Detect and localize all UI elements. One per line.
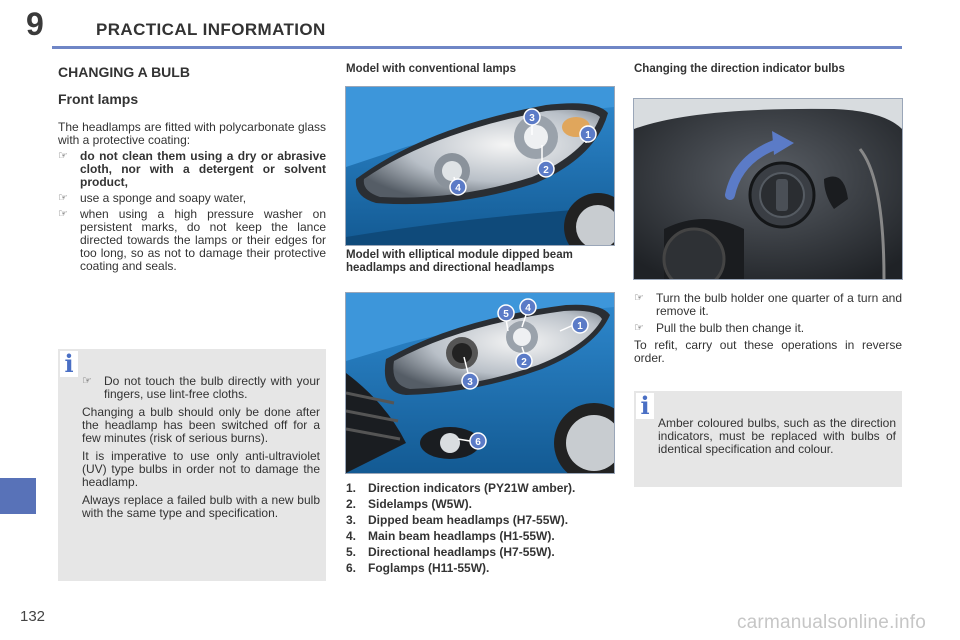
pointing-hand-icon: ☞ [82, 375, 92, 387]
list-item [58, 150, 326, 189]
info-i-icon: i [640, 391, 650, 420]
list-item [346, 546, 620, 559]
bullet-text: Do not touch the bulb directly with your fingers, use lint-free cloths. [104, 374, 320, 401]
list-text: Foglamps (H11-55W). [368, 561, 490, 575]
callout-label: 4 [455, 183, 461, 194]
info-paragraph: It is imperative to use only anti-ultraviolet (UV) type bulbs in order not to damage the headlamp. [82, 449, 320, 489]
callout-badge [462, 373, 478, 389]
callout-label: 3 [529, 113, 535, 124]
list-number: 1. [346, 481, 357, 495]
pointing-hand-icon: ☞ [58, 192, 68, 204]
callout-label: 2 [521, 357, 527, 368]
list-item [346, 482, 620, 495]
bullet-text: when using a high pressure washer on persistent marks, do not keep the lance directed towards the lamps or their edges for too long, so as not to damage their protective coating and seals. [80, 207, 326, 273]
info-box-right [634, 391, 902, 487]
list-number: 4. [346, 529, 357, 543]
pointing-hand-icon: ☞ [58, 208, 68, 220]
photo-conventional-headlamp [345, 86, 615, 246]
bulb-list [346, 482, 620, 578]
headlamp-illustration [346, 293, 614, 473]
callout-label: 3 [467, 377, 473, 388]
bullet-text: use a sponge and soapy water, [80, 191, 247, 205]
callout-badge [572, 317, 588, 333]
callout-label: 4 [525, 303, 531, 314]
chapter-number: 9 [26, 6, 44, 42]
callout-badge [520, 299, 536, 315]
callout-badge [516, 353, 532, 369]
info-badge [60, 351, 78, 377]
list-item [346, 514, 620, 527]
intro-text: The headlamps are fitted with polycarbonate glass with a protective coating: [58, 120, 326, 147]
list-text: Dipped beam headlamps (H7-55W). [368, 513, 569, 527]
callout-label: 6 [475, 437, 481, 448]
section-subtitle: Front lamps [58, 91, 139, 107]
info-badge [636, 393, 654, 419]
callout-badge [580, 126, 596, 142]
headlamp-illustration [346, 87, 614, 245]
callout-badge [524, 109, 540, 125]
list-number: 6. [346, 561, 357, 575]
callout-label: 1 [585, 130, 591, 141]
chapter-title: PRACTICAL INFORMATION [96, 20, 326, 39]
intro-block [58, 121, 326, 273]
list-item [58, 192, 326, 205]
page-number: 132 [20, 608, 46, 625]
section-title: CHANGING A BULB [58, 64, 190, 80]
list-text: Sidelamps (W5W). [368, 497, 473, 511]
info-paragraph: Changing a bulb should only be done after the headlamp has been switched off for a few minutes (risk of serious burns). [82, 405, 320, 445]
list-number: 5. [346, 545, 357, 559]
heading-elliptical: Model with elliptical module dipped beam headlamps and directional headlamps [346, 249, 573, 274]
list-item [58, 208, 326, 273]
bulb-holder-illustration [634, 99, 902, 279]
instructions-block [634, 292, 902, 365]
list-text: Direction indicators (PY21W amber). [368, 481, 576, 495]
chapter-side-tab [0, 478, 36, 514]
list-item [346, 530, 620, 543]
refit-text: To refit, carry out these operations in reverse order. [634, 338, 902, 365]
photo-elliptical-headlamp [345, 292, 615, 474]
list-item [634, 322, 902, 335]
heading-direction-indicator: Changing the direction indicator bulbs [634, 63, 845, 75]
list-text: Main beam headlamps (H1-55W). [368, 529, 555, 543]
heading-conventional: Model with conventional lamps [346, 63, 516, 75]
list-number: 3. [346, 513, 357, 527]
list-number: 2. [346, 497, 357, 511]
info-i-icon: i [64, 349, 74, 378]
bullet-text: Turn the bulb holder one quarter of a turn and remove it. [656, 291, 902, 318]
info-text: Amber coloured bulbs, such as the direction indicators, must be replaced with bulbs of identical specification and colour. [658, 416, 896, 456]
list-item [634, 292, 902, 318]
callout-badge [498, 305, 514, 321]
info-box-content [82, 375, 320, 520]
callout-badge [538, 161, 554, 177]
header-rule [52, 46, 902, 49]
callout-label: 1 [577, 321, 583, 332]
callout-badge [450, 179, 466, 195]
list-item [346, 562, 620, 575]
pointing-hand-icon: ☞ [634, 322, 644, 334]
callout-label: 5 [503, 309, 509, 320]
watermark: carmanualsonline.info [736, 612, 926, 633]
bullet-text: Pull the bulb then change it. [656, 321, 805, 335]
callout-badge [470, 433, 486, 449]
info-box-left [58, 349, 326, 581]
pointing-hand-icon: ☞ [634, 292, 644, 304]
photo-bulb-holder [633, 98, 903, 280]
list-text: Directional headlamps (H7-55W). [368, 545, 555, 559]
list-item [82, 375, 320, 401]
bullet-text: do not clean them using a dry or abrasive cloth, nor with a detergent or solvent product, [80, 149, 326, 189]
pointing-hand-icon: ☞ [58, 150, 68, 162]
info-paragraph: Always replace a failed bulb with a new bulb with the same type and specification. [82, 493, 320, 520]
list-item [346, 498, 620, 511]
callout-label: 2 [543, 165, 549, 176]
